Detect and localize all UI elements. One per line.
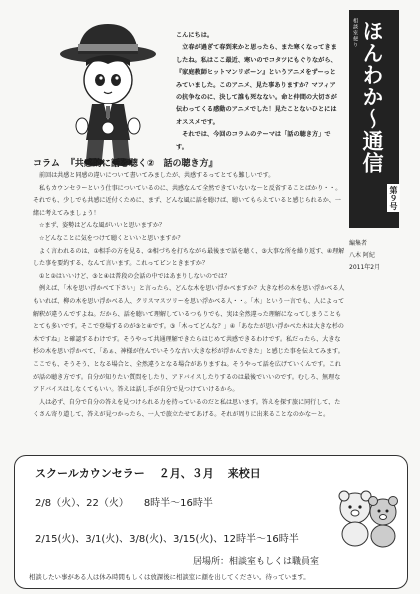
- body-paragraph: ☆まず、姿勢はどんな風がいいと思いますか？: [33, 222, 165, 230]
- body-paragraph: 人は必ず、自分で自分の答えを見つけられる力を持っているのだと私は思います。答えを探す旅に同行して、たくさん寄り道して、答えが見つかったら、一人で旅立たせてあげる。それが周りに出来ることなのかな〜と。: [33, 398, 341, 419]
- body-paragraph: 前回は共感と同感の違いについて書いてみましたが、共感するってとても難しいです。: [33, 172, 275, 179]
- left-eye: [95, 74, 105, 86]
- visit-label: 来校日: [227, 467, 261, 480]
- intro-line-1: こんにちは。: [176, 32, 214, 39]
- counselor-label: スクールカウンセラー: [35, 467, 145, 480]
- pacifier: [102, 122, 114, 134]
- intro-line-3: それでは、今回のコラムのテーマは「話の聴き方」です。: [176, 131, 331, 151]
- editor-label: 編集者: [349, 240, 368, 247]
- column-body: [33, 170, 345, 422]
- intro-text: [176, 30, 340, 154]
- body-paragraph: ①と②はいいけど、③と④は普段の会話の中ではあまりしないのでは？: [33, 272, 231, 280]
- body-paragraph: ☆どんなことに気をつけて聴くといいと思いますか？: [33, 234, 184, 242]
- schedule-dates-2: 2/15(火)、3/1(火)、3/8(火)、3/15(火)、12時半〜16時半: [35, 534, 299, 545]
- editor-name: 八木 阿紀: [349, 252, 375, 259]
- column-heading: [33, 156, 224, 169]
- hat-band: [78, 44, 138, 51]
- bears-illustration: [333, 486, 403, 548]
- newsletter-title: ほんわか〜通信: [360, 20, 384, 174]
- schedule-dates-1: 2/8（火）、22（火） 8時半〜16時半: [35, 498, 213, 509]
- visit-note: 相談したい事がある人は休み時間もしくは放課後に相談室に顔を出してください。待っています。: [29, 573, 310, 581]
- counselor-location: 居場所：相談室もしくは職員室: [193, 557, 320, 567]
- issue-number: 第９号: [389, 186, 398, 210]
- column-title: 『共感的に話を聴く② 話の聴き方』: [65, 159, 218, 169]
- mascot-illustration: [56, 20, 160, 170]
- counselor-schedule-box: [14, 455, 408, 589]
- newsletter-title-box: [349, 10, 399, 228]
- schedule-title: [35, 465, 275, 481]
- right-eye: [111, 74, 121, 86]
- column-label: コラム: [33, 159, 60, 169]
- intro-line-2: 立春が過ぎて春到来かと思ったら、また寒くなってきましたね。私はここ最近、寒いのでコタツにもぐりながら、『家庭教師ヒットマンリボーン』というアニメをずーっとみていました。このアニメ、見た事ありますか？マフィアの抗争なのに、決して誰も死なない。命と仲間の大切さが伝わってくる感動のアニメでした！見たことないひとにはオススメです。: [176, 44, 337, 126]
- issue-date: 2011年2月: [349, 264, 381, 271]
- title-prefix: 相談室便り: [352, 18, 358, 48]
- body-paragraph: 私もカウンセラーという仕事についているのに、共感なんて全然できていないな〜と反省することばかり・・。それでも、少しでも共感に近付くために、まず、どんな風に話を聴けば、聴いてもらえていると感じられるか、一緒に考えてみましょう！: [33, 184, 342, 217]
- schedule-months: ２月、３月: [158, 467, 214, 480]
- editor-info: [349, 238, 407, 274]
- body-paragraph: 例えば、「木を思い浮かべて下さい」と言ったら、どんな木を思い浮かべますか？大きな杉の木を思い浮かべる人もいれば、柳の木を思い浮かべる人、クリスマスツリーを思い浮かべる人・・。「木」という一言でも、人によって解釈が違うんですよね。だから、話を聴いて理解しているつもりでも、実は全然違った理解になってしまうこともとても多いです。そこで登場するのが③と④です。③「木ってどんな？」④「あなたが思い浮かべた木は大きな杉の木ですね」と確認するわけです。そうやって共通理解できたらはじめて共感できるわけです。私だったら、大きな杉の木を思い浮かべて、「あぁ、神様が住んでいそうな古い大きな杉が浮かんできた」と感じた事を伝えてみます。ここでも、そうそう、となる場合と、全然違うとなる場合がありますね。そうやって話を広げていくんです。これが話の聴き方です。自分が知りたい質問をしたり、アドバイスしたりするのは最後でいいのです。むしろ、無理なアドバイスはしなくてもいい。答えは話し手が自分で見つけていけるから。: [33, 285, 345, 394]
- body-paragraph: よく言われるのは、①相手の方を見る、②相づちを打ちながら最後まで話を聴く、③大事な所を繰り返す、④理解した事を要約する、なんて言います。これってピンときますか？: [33, 247, 345, 268]
